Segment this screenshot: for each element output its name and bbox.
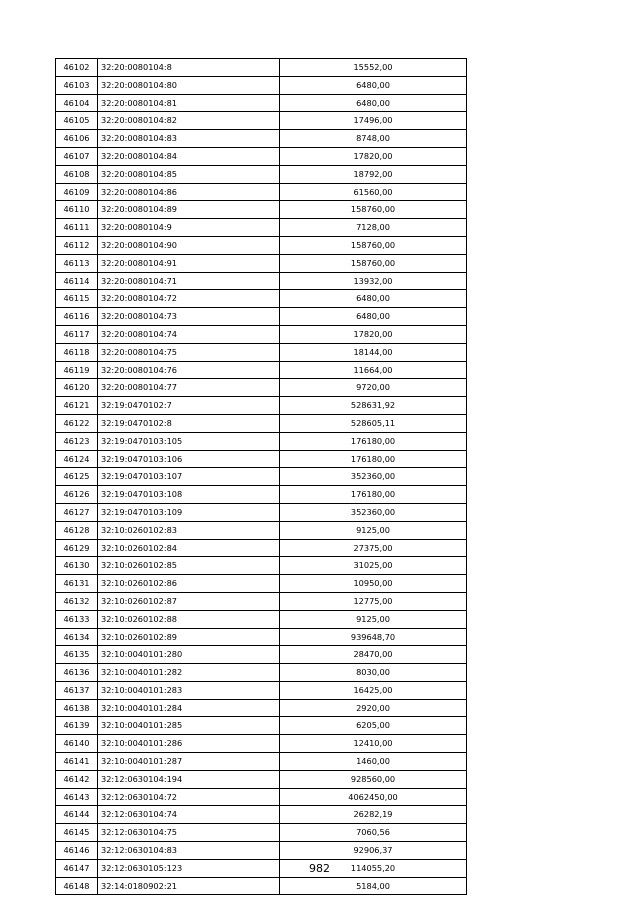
cadastral-value-cell: 5184,00 [280,877,467,895]
table-row [56,521,467,539]
cadastral-value-cell: 92906,37 [280,842,467,860]
table-row [56,610,467,628]
row-number-cell: 46107 [56,147,98,165]
cadastral-value-cell: 10950,00 [280,575,467,593]
table-row [56,681,467,699]
row-number-cell: 46147 [56,859,98,877]
row-number-cell: 46129 [56,539,98,557]
table-row [56,575,467,593]
cadastral-value-cell: 18144,00 [280,343,467,361]
table-row [56,539,467,557]
table-row [56,503,467,521]
row-number-cell: 46142 [56,770,98,788]
cadastral-number-cell: 32:10:0040101:287 [98,753,280,771]
cadastral-value-cell: 18792,00 [280,165,467,183]
cadastral-value-cell: 13932,00 [280,272,467,290]
cadastral-number-cell: 32:20:0080104:89 [98,201,280,219]
row-number-cell: 46128 [56,521,98,539]
cadastral-value-cell: 158760,00 [280,254,467,272]
cadastral-number-cell: 32:10:0260102:84 [98,539,280,557]
table-row [56,592,467,610]
row-number-cell: 46144 [56,806,98,824]
cadastral-number-cell: 32:12:0630104:194 [98,770,280,788]
table-row [56,646,467,664]
row-number-cell: 46117 [56,325,98,343]
cadastral-value-cell: 9720,00 [280,379,467,397]
cadastral-number-cell: 32:20:0080104:75 [98,343,280,361]
table-row [56,325,467,343]
table-row [56,699,467,717]
row-number-cell: 46106 [56,130,98,148]
table-row [56,628,467,646]
table-row [56,753,467,771]
row-number-cell: 46126 [56,486,98,504]
cadastral-value-cell: 27375,00 [280,539,467,557]
cadastral-number-cell: 32:10:0260102:88 [98,610,280,628]
row-number-cell: 46132 [56,592,98,610]
row-number-cell: 46135 [56,646,98,664]
cadastral-value-cell: 6480,00 [280,94,467,112]
table-row [56,236,467,254]
cadastral-value-cell: 352360,00 [280,503,467,521]
table-row [56,717,467,735]
row-number-cell: 46118 [56,343,98,361]
cadastral-number-cell: 32:20:0080104:91 [98,254,280,272]
cadastral-number-cell: 32:19:0470102:7 [98,397,280,415]
cadastral-number-cell: 32:10:0040101:286 [98,735,280,753]
table-row [56,450,467,468]
table-row [56,59,467,77]
cadastral-value-cell: 176180,00 [280,432,467,450]
table-row [56,165,467,183]
cadastral-number-cell: 32:10:0260102:85 [98,557,280,575]
row-number-cell: 46139 [56,717,98,735]
cadastral-number-cell: 32:20:0080104:84 [98,147,280,165]
row-number-cell: 46112 [56,236,98,254]
cadastral-number-cell: 32:10:0260102:89 [98,628,280,646]
row-number-cell: 46148 [56,877,98,895]
row-number-cell: 46146 [56,842,98,860]
row-number-cell: 46123 [56,432,98,450]
table-row [56,112,467,130]
cadastral-number-cell: 32:20:0080104:82 [98,112,280,130]
table-row [56,76,467,94]
table-row [56,397,467,415]
cadastral-value-cell: 31025,00 [280,557,467,575]
row-number-cell: 46113 [56,254,98,272]
row-number-cell: 46133 [56,610,98,628]
cadastral-value-cell: 12410,00 [280,735,467,753]
table-row [56,272,467,290]
table-row [56,806,467,824]
cadastral-value-cell: 114055,20 [280,859,467,877]
cadastral-value-cell: 61560,00 [280,183,467,201]
table-body [56,59,467,895]
cadastral-value-cell: 8748,00 [280,130,467,148]
table-row [56,432,467,450]
cadastral-number-cell: 32:10:0040101:280 [98,646,280,664]
cadastral-number-cell: 32:19:0470103:107 [98,468,280,486]
cadastral-number-cell: 32:12:0630104:72 [98,788,280,806]
cadastral-number-cell: 32:20:0080104:85 [98,165,280,183]
table-row [56,468,467,486]
cadastral-number-cell: 32:10:0260102:87 [98,592,280,610]
cadastral-value-cell: 6480,00 [280,308,467,326]
table-row [56,147,467,165]
row-number-cell: 46103 [56,76,98,94]
row-number-cell: 46105 [56,112,98,130]
cadastral-number-cell: 32:10:0040101:284 [98,699,280,717]
cadastral-value-cell: 7128,00 [280,219,467,237]
table-row [56,219,467,237]
row-number-cell: 46130 [56,557,98,575]
cadastral-value-cell: 1460,00 [280,753,467,771]
cadastral-value-cell: 6480,00 [280,76,467,94]
table-row [56,842,467,860]
cadastral-number-cell: 32:19:0470103:105 [98,432,280,450]
row-number-cell: 46145 [56,824,98,842]
table-row [56,308,467,326]
cadastral-number-cell: 32:20:0080104:90 [98,236,280,254]
cadastral-value-cell: 9125,00 [280,521,467,539]
cadastral-number-cell: 32:20:0080104:74 [98,325,280,343]
row-number-cell: 46116 [56,308,98,326]
cadastral-value-cell: 928560,00 [280,770,467,788]
cadastral-number-cell: 32:12:0630104:75 [98,824,280,842]
cadastral-number-cell: 32:20:0080104:81 [98,94,280,112]
table-row [56,130,467,148]
table-row [56,664,467,682]
cadastral-value-cell: 17820,00 [280,325,467,343]
row-number-cell: 46120 [56,379,98,397]
cadastral-number-cell: 32:20:0080104:73 [98,308,280,326]
row-number-cell: 46134 [56,628,98,646]
row-number-cell: 46136 [56,664,98,682]
cadastral-value-cell: 17820,00 [280,147,467,165]
table-row [56,290,467,308]
cadastral-value-cell: 11664,00 [280,361,467,379]
table-row [56,343,467,361]
table-row [56,824,467,842]
cadastral-number-cell: 32:19:0470103:108 [98,486,280,504]
table-row [56,735,467,753]
row-number-cell: 46104 [56,94,98,112]
table-row [56,94,467,112]
row-number-cell: 46122 [56,414,98,432]
cadastral-number-cell: 32:10:0260102:83 [98,521,280,539]
cadastral-number-cell: 32:12:0630104:74 [98,806,280,824]
cadastral-value-cell: 176180,00 [280,486,467,504]
table-row [56,254,467,272]
cadastral-value-cell: 8030,00 [280,664,467,682]
row-number-cell: 46114 [56,272,98,290]
cadastral-value-cell: 939648,70 [280,628,467,646]
cadastral-number-cell: 32:10:0260102:86 [98,575,280,593]
cadastral-number-cell: 32:10:0040101:285 [98,717,280,735]
cadastral-number-cell: 32:20:0080104:71 [98,272,280,290]
cadastral-value-cell: 16425,00 [280,681,467,699]
row-number-cell: 46137 [56,681,98,699]
cadastral-value-cell: 2920,00 [280,699,467,717]
table-row [56,557,467,575]
row-number-cell: 46141 [56,753,98,771]
row-number-cell: 46140 [56,735,98,753]
cadastral-number-cell: 32:10:0040101:283 [98,681,280,699]
row-number-cell: 46138 [56,699,98,717]
row-number-cell: 46109 [56,183,98,201]
cadastral-number-cell: 32:19:0470102:8 [98,414,280,432]
row-number-cell: 46143 [56,788,98,806]
cadastral-value-cell: 528631,92 [280,397,467,415]
cadastral-value-cell: 6205,00 [280,717,467,735]
cadastral-value-cell: 4062450,00 [280,788,467,806]
cadastral-number-cell: 32:20:0080104:77 [98,379,280,397]
cadastral-value-cell: 9125,00 [280,610,467,628]
cadastral-value-cell: 176180,00 [280,450,467,468]
table-row [56,770,467,788]
cadastral-number-cell: 32:10:0040101:282 [98,664,280,682]
row-number-cell: 46110 [56,201,98,219]
cadastral-value-table [55,58,467,895]
cadastral-number-cell: 32:20:0080104:80 [98,76,280,94]
row-number-cell: 46108 [56,165,98,183]
row-number-cell: 46119 [56,361,98,379]
row-number-cell: 46115 [56,290,98,308]
cadastral-value-cell: 26282,19 [280,806,467,824]
cadastral-value-cell: 15552,00 [280,59,467,77]
cadastral-number-cell: 32:20:0080104:83 [98,130,280,148]
page-number: 982 [309,862,330,875]
table-row [56,201,467,219]
cadastral-number-cell: 32:19:0470103:106 [98,450,280,468]
cadastral-value-cell: 28470,00 [280,646,467,664]
cadastral-number-cell: 32:19:0470103:109 [98,503,280,521]
cadastral-number-cell: 32:20:0080104:9 [98,219,280,237]
cadastral-number-cell: 32:20:0080104:76 [98,361,280,379]
cadastral-value-cell: 7060,56 [280,824,467,842]
table-row [56,183,467,201]
cadastral-number-cell: 32:12:0630104:83 [98,842,280,860]
table-row [56,877,467,895]
cadastral-value-cell: 158760,00 [280,236,467,254]
row-number-cell: 46124 [56,450,98,468]
cadastral-number-cell: 32:20:0080104:72 [98,290,280,308]
cadastral-number-cell: 32:14:0180902:21 [98,877,280,895]
table-row [56,414,467,432]
cadastral-number-cell: 32:12:0630105:123 [98,859,280,877]
cadastral-number-cell: 32:20:0080104:8 [98,59,280,77]
row-number-cell: 46127 [56,503,98,521]
cadastral-value-cell: 528605,11 [280,414,467,432]
table-row [56,788,467,806]
row-number-cell: 46111 [56,219,98,237]
row-number-cell: 46102 [56,59,98,77]
row-number-cell: 46131 [56,575,98,593]
cadastral-value-cell: 158760,00 [280,201,467,219]
row-number-cell: 46125 [56,468,98,486]
table-row [56,379,467,397]
table-row [56,361,467,379]
row-number-cell: 46121 [56,397,98,415]
cadastral-value-cell: 12775,00 [280,592,467,610]
cadastral-value-cell: 6480,00 [280,290,467,308]
table-row [56,486,467,504]
cadastral-value-cell: 352360,00 [280,468,467,486]
cadastral-value-cell: 17496,00 [280,112,467,130]
cadastral-number-cell: 32:20:0080104:86 [98,183,280,201]
